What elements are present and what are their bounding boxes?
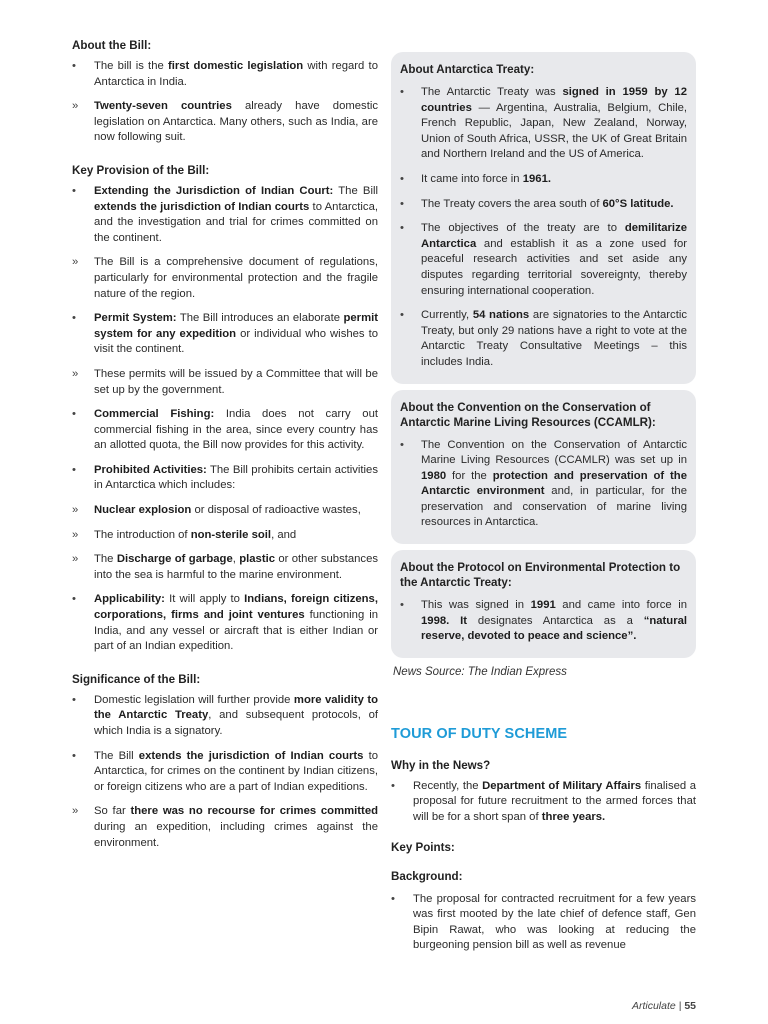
list-item [72,552,378,583]
bullet-marker: • [400,599,404,612]
text-run: The proposal for contracted recruitment for a few years was first mooted by the late chief of defence staff, Gen Bipin Rawat, who was looking at reducing the burgeoning pension bill as well as revenue [413,892,696,952]
bullet-marker: » [72,528,79,541]
bullet-marker: » [72,367,79,380]
text-run: for the [446,469,493,482]
footer-separator: | [675,1000,685,1012]
list-item [391,892,696,954]
bullet-marker: • [400,222,404,235]
list-item [72,311,378,358]
text-run: The Antarctic Treaty was [421,86,563,98]
text-run: and, in particular, for the preservation and conservation of marine living resources in Antarctica. [421,485,687,529]
text-run: or disposal of radioactive wastes, [191,504,361,517]
text-run: The Bill [94,749,139,762]
text-run: So far [94,805,131,818]
text-run: These permits will be issued by a Committee that will be set up by the government. [94,367,378,396]
text-run: The Treaty covers the area south of [421,197,603,210]
ccamlr-heading: About the Convention on the Conservation of Antarctic Marine Living Resources (CCAMLR): [400,400,656,429]
text-run: or individual who wishes to visit the continent. [94,327,379,356]
footer-brand: Articulate [631,1000,676,1012]
bullet-marker: • [400,197,404,210]
significance-heading: Significance of the Bill: [72,672,201,686]
bold-text: extends the jurisdiction of Indian courts [94,200,310,213]
bold-text: Applicability: [94,593,165,606]
text-run: with regard to Antarctica in India. [94,60,378,88]
list-item [72,804,378,851]
bold-text: extends the jurisdiction of Indian courts [138,749,364,762]
text-run: during an expedition, including crimes against the environment. [94,820,378,849]
list-item [72,99,378,146]
bullet-marker: » [72,805,79,818]
bullet-marker: • [391,779,395,792]
protocol-heading: About the Protocol on Environmental Protection to the Antarctic Treaty: [400,561,681,590]
page-number: 55 [684,1000,696,1012]
bold-text: protection and preservation of the Antarctic environment [421,469,687,498]
bullet-marker: » [72,504,79,517]
about-bill-list [72,59,378,146]
text-run: to Antarctica, for crimes on the continent by Indian citizens, or foreign citizens who are a part of Indian expeditions. [94,749,378,793]
text-run: Recently, the [413,779,483,792]
why-in-news-list [391,779,696,826]
background-heading: Background: [391,869,463,883]
bold-text: 1998. [421,614,450,627]
bold-text: 1980 [421,469,447,482]
list-item [72,693,378,740]
bold-text: Discharge of garbage [116,553,233,566]
protocol-list [400,598,687,645]
text-run: — Argentina, Australia, Belgium, Chile, French Republic, Japan, New Zealand, Norway, Union of South Africa, USSR, the UK of Great Britain and Northern Ireland and the US of America. [421,101,687,161]
bold-text: Twenty-seven countries [94,100,232,113]
why-in-news-heading: Why in the News? [391,758,491,772]
text-run: finalised a proposal for future recruitment to the armed forces that will be for a short span of [413,779,697,824]
text-run: already have domestic legislation on Antarctica. Many others, such as India, are now following suit. [94,100,379,144]
text-run: , and subsequent protocols, of which India is a signatory. [94,709,378,737]
text-run: designates Antarctica as a [467,614,644,627]
text-run: , and [271,528,297,541]
list-item [72,463,378,494]
left-column [72,38,378,860]
text-run: The Bill prohibits certain activities in Antarctica which includes: [94,463,378,492]
bold-text: non-sterile soil [190,528,272,541]
text-run: and came into force in [555,599,687,612]
bullet-marker: » [72,100,79,113]
list-item [72,528,378,544]
bold-text: 60°S latitude. [602,197,674,210]
ccamlr-box [391,390,696,545]
text-run: India does not carry out commercial fishing in the area, since every country has an allotted quota, the Bill now provides for this activity. [94,408,379,452]
text-run [449,615,460,627]
list-item [400,308,687,370]
text-run: are signatories to the Antarctic Treaty, but only 29 nations have a right to vote at the Antarctic Treaty Consultative Meetings – this includes India. [421,309,687,368]
key-points-heading: Key Points: [391,840,455,854]
text-run: to Antarctica, and the investigation and trial for crimes committed on the continent. [94,200,378,244]
bullet-marker: • [72,463,76,476]
text-run: It came into force in [421,172,523,185]
bullet-marker: • [400,86,404,98]
text-run: The objectives of the treaty are to [421,222,625,235]
text-run: It will apply to [164,593,245,606]
text-run: or other substances into the sea is harmful to the marine environment. [94,553,379,581]
right-column [391,52,696,963]
bullet-marker: • [400,438,404,451]
background-list [391,892,696,954]
list-item [400,598,687,645]
bold-text: signed in 1959 by 12 countries [421,86,687,114]
text-run: functioning in India, and any vessel or aircraft that is either Indian or part of an Indian expedition. [94,609,378,653]
key-provision-list [72,184,378,655]
text-run: The Bill [333,184,378,197]
bullet-marker: • [72,749,76,762]
bold-text: Commercial Fishing: [94,408,215,421]
treaty-box [391,52,696,384]
bullet-marker: • [72,312,76,325]
list-item [72,749,378,796]
key-provision-heading: Key Provision of the Bill: [72,163,210,177]
bold-text: Permit System: [94,312,177,325]
list-item [72,503,378,519]
text-run: and establish it as a zone used for peaceful research activities and set aside any disputes regarding territorial sovereignty, thereby ensuring international cooperation. [421,237,687,297]
list-item [72,184,378,246]
list-item [72,367,378,398]
list-item [400,221,687,299]
ccamlr-list [400,438,687,532]
section-title: TOUR OF DUTY SCHEME [391,725,568,742]
list-item [400,85,687,163]
news-source: News Source: The Indian Express [393,665,567,678]
list-item [72,592,378,654]
bullet-marker: • [72,184,76,197]
bold-text: plastic [239,553,276,566]
bold-text: Indians, foreign citizens, corporations, firms and joint ventures [94,593,378,622]
bold-text: “natural reserve, devoted to peace and science”. [421,614,688,643]
bold-text: three years. [541,811,606,824]
bold-text: first domestic legislation [167,60,304,72]
text-run: The introduction of [94,528,191,541]
bold-text: 54 nations [472,309,530,322]
list-item [400,438,687,532]
bullet-marker: • [72,60,76,72]
list-item [391,779,696,826]
bold-text: Department of Military Affairs [482,779,642,792]
bullet-marker: » [72,553,79,566]
text-run: The Bill introduces an elaborate [176,312,344,325]
bullet-marker: • [72,408,76,421]
significance-list [72,693,378,851]
bold-text: 1961. [522,172,551,185]
text-run: The Convention on the Conservation of Antarctic Marine Living Resources (CCAMLR) was set up in [421,438,687,467]
list-item [400,172,687,188]
bold-text: demilitarize Antarctica [421,222,687,250]
bullet-marker: • [72,593,76,606]
treaty-heading: About Antarctica Treaty: [400,63,535,76]
bold-text: permit system for any expedition [94,312,379,340]
bold-text: Prohibited Activities: [94,463,207,476]
bullet-marker: • [391,892,395,905]
bullet-marker: • [400,309,404,322]
list-item [400,197,687,213]
bold-text: Extending the Jurisdiction of Indian Court: [94,184,334,197]
list-item [72,59,378,90]
text-run: Currently, [421,309,473,322]
protocol-box [391,550,696,658]
bullet-marker: • [72,693,76,706]
bullet-marker: » [72,256,79,269]
text-run: The bill is the [94,60,168,72]
treaty-list [400,85,687,371]
about-bill-heading: About the Bill: [72,39,152,52]
bold-text: 1991 [530,599,556,612]
text-run: , [232,553,240,566]
list-item [72,407,378,454]
page-footer [632,1000,696,1012]
text-run: This was signed in [421,599,531,612]
bold-text: more validity to the Antarctic Treaty [94,693,378,722]
bold-text: It [460,614,468,627]
bold-text: Nuclear explosion [94,504,192,517]
bullet-marker: • [400,172,404,185]
bold-text: there was no recourse for crimes committed [130,805,378,818]
text-run: The [94,553,117,566]
list-item [72,255,378,302]
text-run: Domestic legislation will further provide [94,693,294,706]
text-run: The Bill is a comprehensive document of regulations, particularly for environmental protection and the fragile nature of the region. [94,256,378,300]
